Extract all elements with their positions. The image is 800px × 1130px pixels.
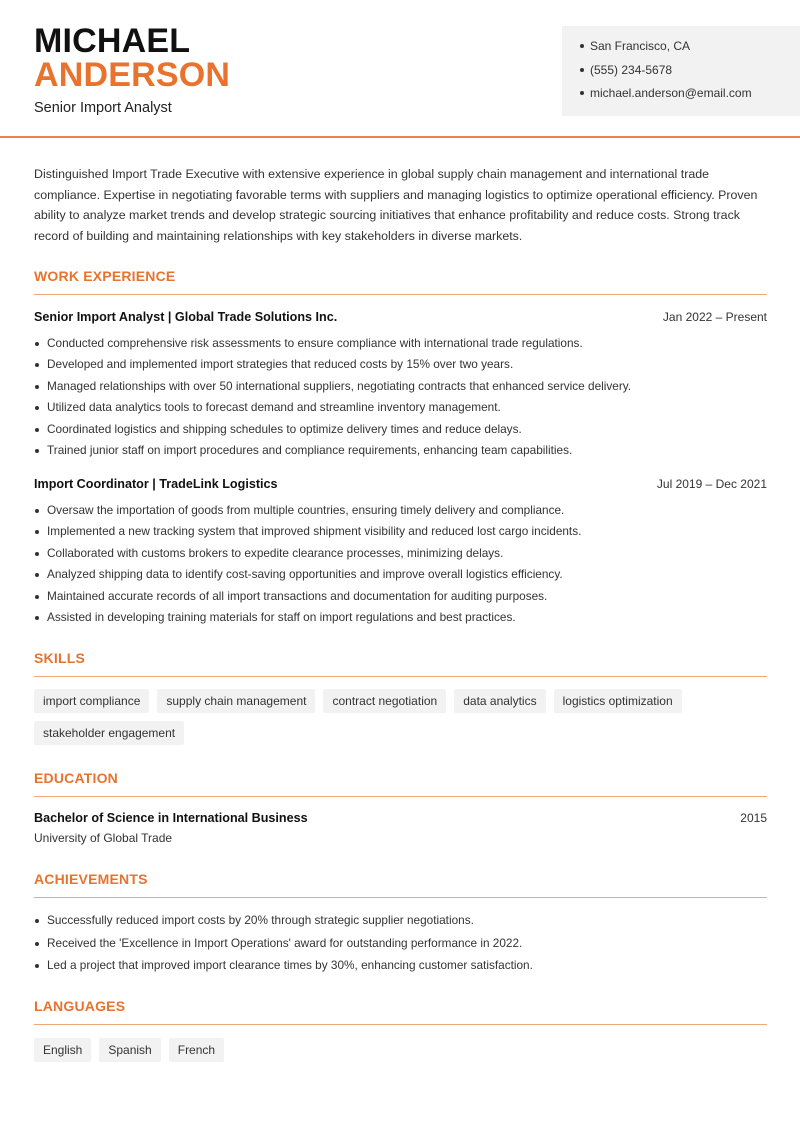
list-item: Developed and implemented import strategies that reduced costs by 15% over two years.: [34, 357, 767, 372]
list-item: Conducted comprehensive risk assessments to ensure compliance with international trade regulations.: [34, 336, 767, 351]
list-item: Received the 'Excellence in Import Operations' award for outstanding performance in 2022.: [34, 936, 767, 951]
skill-tag: data analytics: [454, 689, 545, 713]
summary: Distinguished Import Trade Executive with extensive experience in global supply chain management and international trade compliance. Expertise in negotiating favorable terms with suppliers and managing logistics to optimize operational efficiency. Proven ability to analyze market trends and develop strategic sourcing initiatives that enhance profitability and reduce costs. Strong track record of building and maintaining relationships with key stakeholders in diverse markets.: [34, 167, 758, 243]
list-item: Analyzed shipping data to identify cost-saving opportunities and improve overall logistics efficiency.: [34, 567, 767, 582]
list-item: Assisted in developing training materials for staff on import regulations and best practices.: [34, 610, 767, 625]
list-item: Coordinated logistics and shipping schedules to optimize delivery times and reduce delays.: [34, 422, 767, 437]
language-tag: English: [34, 1038, 91, 1062]
list-item: Oversaw the importation of goods from multiple countries, ensuring timely delivery and compliance.: [34, 503, 767, 518]
job-role: Senior Import Analyst | Global Trade Solutions Inc.: [34, 310, 338, 324]
job-bullets: [34, 336, 767, 458]
section-divider: [34, 897, 767, 898]
job-dates: Jan 2022 – Present: [662, 310, 767, 324]
job-role: Import Coordinator | TradeLink Logistics: [34, 477, 278, 491]
skill-tag: logistics optimization: [554, 689, 682, 713]
last-name: ANDERSON: [34, 56, 231, 94]
contact-email: michael.anderson@email.com: [562, 85, 800, 109]
achievements-list: [34, 913, 767, 973]
education-year: 2015: [740, 811, 767, 825]
education-degree: Bachelor of Science in International Business: [34, 811, 308, 825]
section-title-languages: LANGUAGES: [34, 998, 126, 1014]
skills-tags: [34, 689, 767, 745]
section-divider: [34, 1024, 767, 1025]
job-title: Senior Import Analyst: [34, 100, 172, 116]
section-title-education: EDUCATION: [34, 770, 118, 786]
list-item: Implemented a new tracking system that improved shipment visibility and reduced lost cargo incidents.: [34, 524, 767, 539]
list-item: Collaborated with customs brokers to expedite clearance processes, minimizing delays.: [34, 546, 767, 561]
languages-tags: [34, 1038, 767, 1062]
contact-phone: (555) 234-5678: [562, 62, 800, 86]
section-title-experience: WORK EXPERIENCE: [34, 268, 176, 284]
section-title-achievements: ACHIEVEMENTS: [34, 871, 148, 887]
job-dates: Jul 2019 – Dec 2021: [656, 477, 767, 491]
job-header: [34, 310, 767, 328]
language-tag: Spanish: [99, 1038, 160, 1062]
contact-location: San Francisco, CA: [562, 38, 800, 62]
section-divider: [34, 676, 767, 677]
skill-tag: import compliance: [34, 689, 149, 713]
resume-header: [0, 0, 800, 138]
contact-box: [562, 26, 800, 116]
list-item: Utilized data analytics tools to forecast demand and streamline inventory management.: [34, 400, 767, 415]
skill-tag: contract negotiation: [323, 689, 446, 713]
first-name: MICHAEL: [34, 22, 191, 60]
skill-tag: stakeholder engagement: [34, 721, 184, 745]
section-divider: [34, 294, 767, 295]
list-item: Managed relationships with over 50 international suppliers, negotiating contracts that enhanced service delivery.: [34, 379, 767, 394]
job-bullets: [34, 503, 767, 625]
list-item: Led a project that improved import clearance times by 30%, enhancing customer satisfaction.: [34, 958, 767, 973]
section-title-skills: SKILLS: [34, 650, 85, 666]
skill-tag: supply chain management: [157, 689, 315, 713]
list-item: Successfully reduced import costs by 20% through strategic supplier negotiations.: [34, 913, 767, 928]
list-item: Trained junior staff on import procedures and compliance requirements, enhancing team capabilities.: [34, 443, 767, 458]
education-school: University of Global Trade: [34, 831, 173, 845]
language-tag: French: [169, 1038, 224, 1062]
list-item: Maintained accurate records of all import transactions and documentation for auditing purposes.: [34, 589, 767, 604]
section-divider: [34, 796, 767, 797]
job-header: [34, 477, 767, 495]
